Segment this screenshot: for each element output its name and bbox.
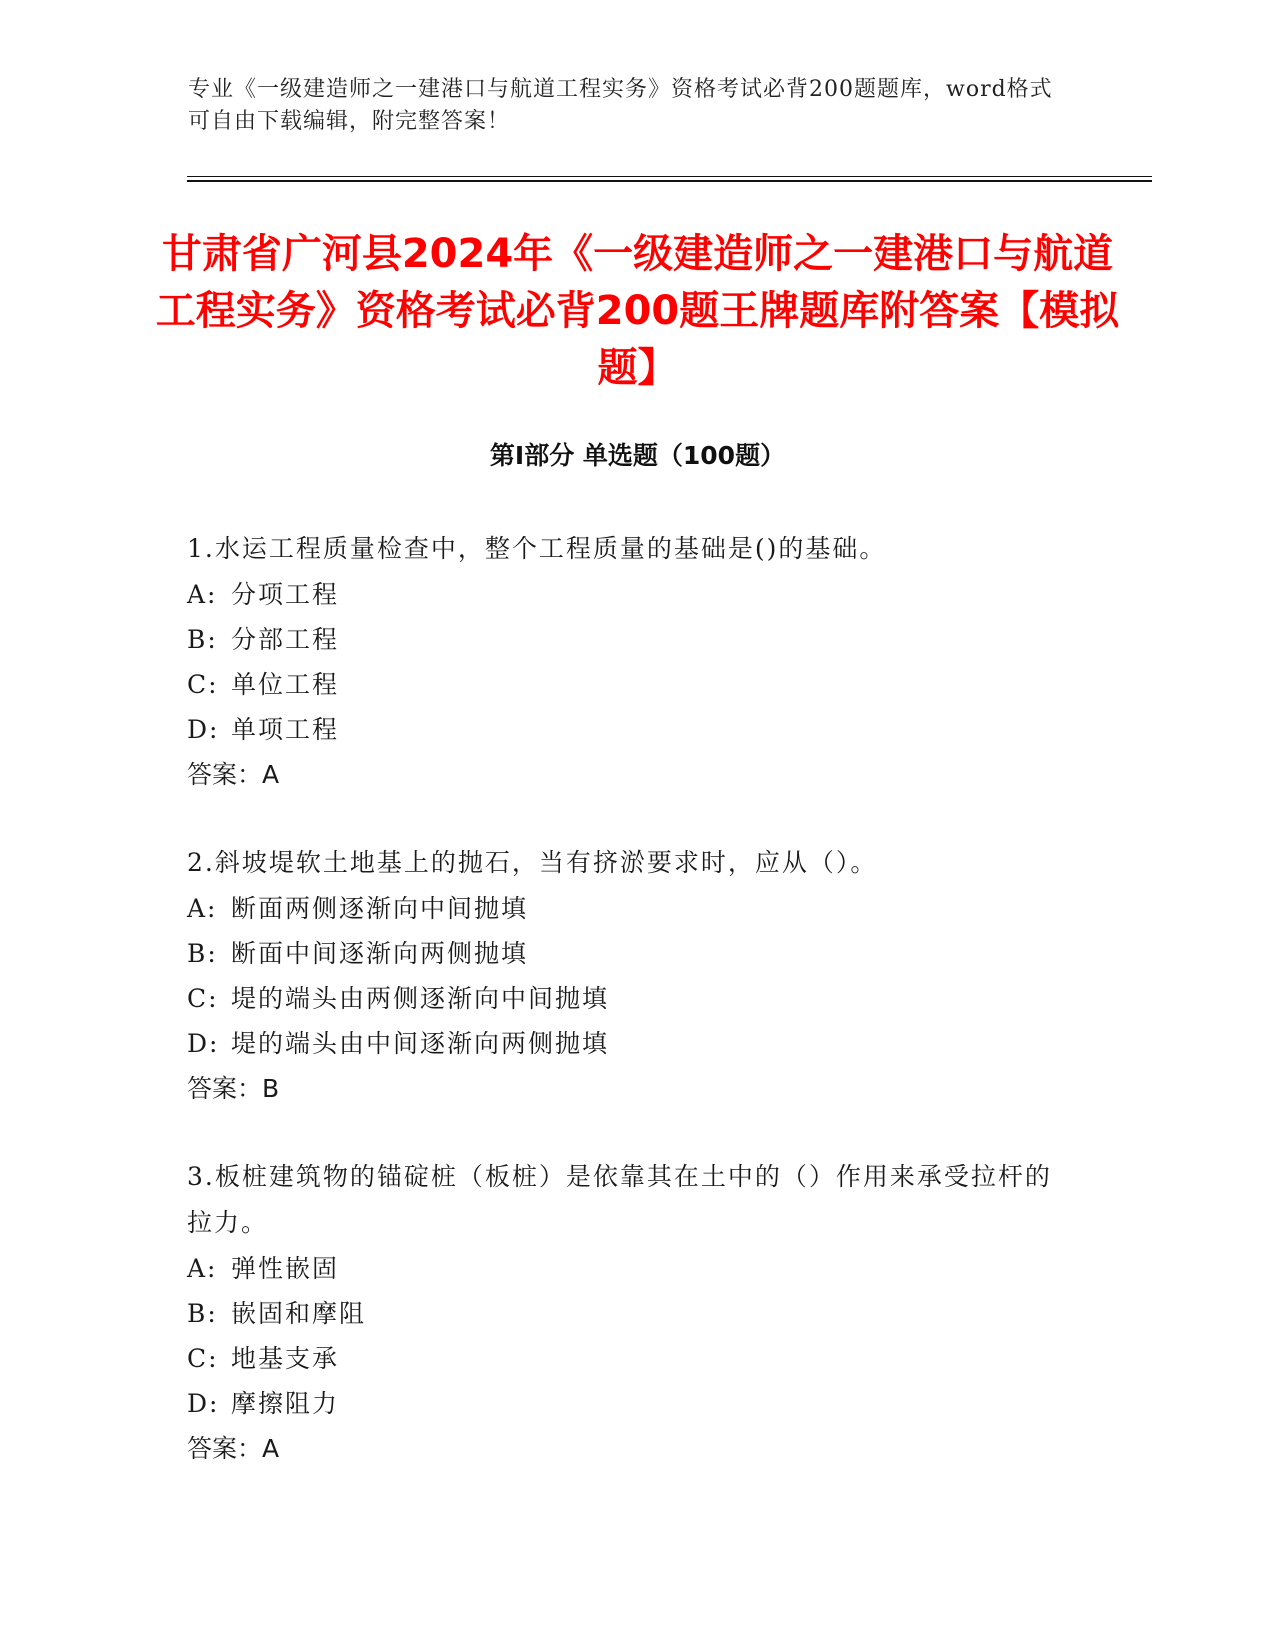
header-note: 专业《一级建造师之一建港口与航道工程实务》资格考试必背200题题库，word格式可自由下载编辑，附完整答案！ bbox=[188, 77, 1053, 134]
option-text: 分部工程 bbox=[231, 625, 340, 654]
question-1 bbox=[187, 526, 1067, 798]
option-text: 地基支承 bbox=[231, 1344, 340, 1373]
option-text: 单位工程 bbox=[231, 670, 340, 699]
option-c bbox=[187, 1336, 1067, 1381]
option-d bbox=[187, 1021, 1067, 1066]
option-text: 断面中间逐渐向两侧抛填 bbox=[231, 939, 529, 968]
section-title: 第I部分 单选题（100题） bbox=[489, 441, 786, 470]
option-letter: B: bbox=[187, 625, 218, 654]
option-letter: C: bbox=[187, 984, 219, 1013]
question-list bbox=[187, 526, 1067, 1514]
option-a bbox=[187, 1246, 1067, 1291]
option-letter: A: bbox=[187, 894, 218, 923]
header-rule-thin bbox=[187, 176, 1152, 177]
option-text: 摩擦阻力 bbox=[231, 1389, 340, 1418]
question-stem: 1.水运工程质量检查中，整个工程质量的基础是()的基础。 bbox=[187, 534, 887, 563]
option-text: 单项工程 bbox=[231, 715, 340, 744]
option-letter: D: bbox=[187, 715, 220, 744]
header-rule-thick bbox=[187, 180, 1152, 182]
option-letter: B: bbox=[187, 1299, 218, 1328]
option-a bbox=[187, 572, 1067, 617]
option-text: 分项工程 bbox=[231, 580, 340, 609]
document-title: 甘肃省广河县2024年《一级建造师之一建港口与航道工程实务》资格考试必背200题王牌题库附答案【模拟题】 bbox=[155, 231, 1120, 391]
option-letter: B: bbox=[187, 939, 218, 968]
question-stem: 3.板桩建筑物的锚碇桩（板桩）是依靠其在土中的（）作用来承受拉杆的拉力。 bbox=[187, 1162, 1052, 1237]
question-2 bbox=[187, 840, 1067, 1112]
option-letter: C: bbox=[187, 670, 219, 699]
option-text: 堤的端头由两侧逐渐向中间抛填 bbox=[231, 984, 610, 1013]
option-letter: A: bbox=[187, 580, 218, 609]
answer: 答案：A bbox=[187, 1434, 280, 1463]
question-stem: 2.斜坡堤软土地基上的抛石，当有挤淤要求时，应从（）。 bbox=[187, 848, 878, 877]
option-c bbox=[187, 662, 1067, 707]
option-d bbox=[187, 1381, 1067, 1426]
answer: 答案：A bbox=[187, 760, 280, 789]
option-letter: A: bbox=[187, 1254, 218, 1283]
option-letter: D: bbox=[187, 1389, 220, 1418]
option-b bbox=[187, 931, 1067, 976]
option-letter: D: bbox=[187, 1029, 220, 1058]
option-text: 堤的端头由中间逐渐向两侧抛填 bbox=[231, 1029, 610, 1058]
option-a bbox=[187, 886, 1067, 931]
answer: 答案：B bbox=[187, 1074, 280, 1103]
option-text: 断面两侧逐渐向中间抛填 bbox=[231, 894, 529, 923]
option-text: 弹性嵌固 bbox=[231, 1254, 340, 1283]
option-d bbox=[187, 707, 1067, 752]
question-3 bbox=[187, 1154, 1067, 1472]
option-c bbox=[187, 976, 1067, 1021]
option-b bbox=[187, 1291, 1067, 1336]
option-b bbox=[187, 617, 1067, 662]
option-text: 嵌固和摩阻 bbox=[231, 1299, 367, 1328]
option-letter: C: bbox=[187, 1344, 219, 1373]
